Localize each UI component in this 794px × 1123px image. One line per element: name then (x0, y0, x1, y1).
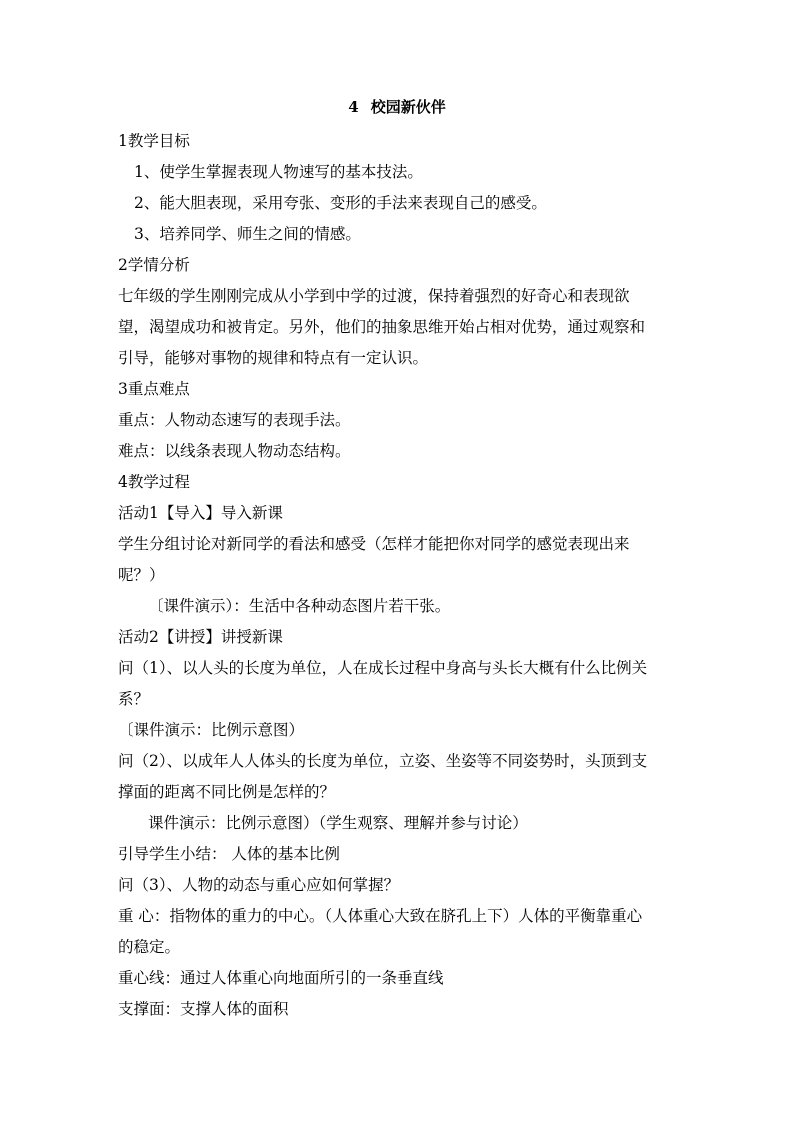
title-text: 校园新伙伴 (370, 98, 446, 116)
paragraph-line: 问（3）、人物的动态与重心应如何掌握？ (118, 876, 400, 894)
activity-heading: 活动1【导入】导入新课 (118, 504, 283, 522)
paragraph-line: 撑面的距离不同比例是怎样的？ (118, 783, 336, 801)
title-number: 4 (348, 98, 359, 116)
paragraph-line: 引导，能够对事物的规律和特点有一定认识。 (118, 349, 429, 367)
paragraph-line: 问（2）、以成年人人体头的长度为单位，立姿、坐姿等不同姿势时，头顶到支 (118, 752, 648, 770)
objective-item: 1、使学生掌握表现人物速写的基本技法。 (134, 163, 423, 181)
paragraph-line: 呢？） (118, 566, 165, 584)
paragraph-line: 〔课件演示：比例示意图） (118, 721, 305, 739)
section-heading-analysis: 2学情分析 (118, 256, 190, 274)
paragraph-line: 难点：以线条表现人物动态结构。 (118, 442, 351, 460)
activity-heading: 活动2【讲授】讲授新课 (118, 628, 283, 646)
paragraph-line: 问（1）、以人头的长度为单位，人在成长过程中身高与头长大概有什么比例关 (118, 659, 648, 677)
paragraph-line: 重点：人物动态速写的表现手法。 (118, 411, 351, 429)
page-title (0, 96, 794, 118)
document-body (118, 126, 688, 1025)
section-heading-process: 4教学过程 (118, 473, 190, 491)
paragraph-line: 重心线：通过人体重心向地面所引的一条垂直线 (118, 969, 444, 987)
paragraph-line: 七年级的学生刚刚完成从小学到中学的过渡，保持着强烈的好奇心和表现欲 (118, 287, 630, 305)
paragraph-line: 引导学生小结： 人体的基本比例 (118, 845, 340, 863)
paragraph-line: 学生分组讨论对新同学的看法和感受（怎样才能把你对同学的感觉表现出来 (118, 535, 630, 553)
objective-item: 2、能大胆表现，采用夸张、变形的手法来表现自己的感受。 (134, 194, 547, 212)
paragraph-line: 支撑面：支撑人体的面积 (118, 1000, 289, 1018)
paragraph-line: 重 心：指物体的重力的中心。（人体重心大致在脐孔上下）人体的平衡靠重心 (118, 907, 643, 925)
paragraph-line: 的稳定。 (118, 938, 181, 956)
paragraph-line: 课件演示：比例示意图）（学生观察、理解并参与讨论） (148, 814, 528, 832)
section-heading-objectives: 1教学目标 (118, 132, 190, 150)
section-heading-key-points: 3重点难点 (118, 380, 190, 398)
paragraph-line: 望，渴望成功和被肯定。另外，他们的抽象思维开始占相对优势，通过观察和 (118, 318, 646, 336)
paragraph-line: 系？ (118, 690, 150, 708)
paragraph-line: 〔课件演示）：生活中各种动态图片若干张。 (148, 597, 451, 615)
objective-item: 3、培养同学、师生之间的情感。 (134, 225, 361, 243)
